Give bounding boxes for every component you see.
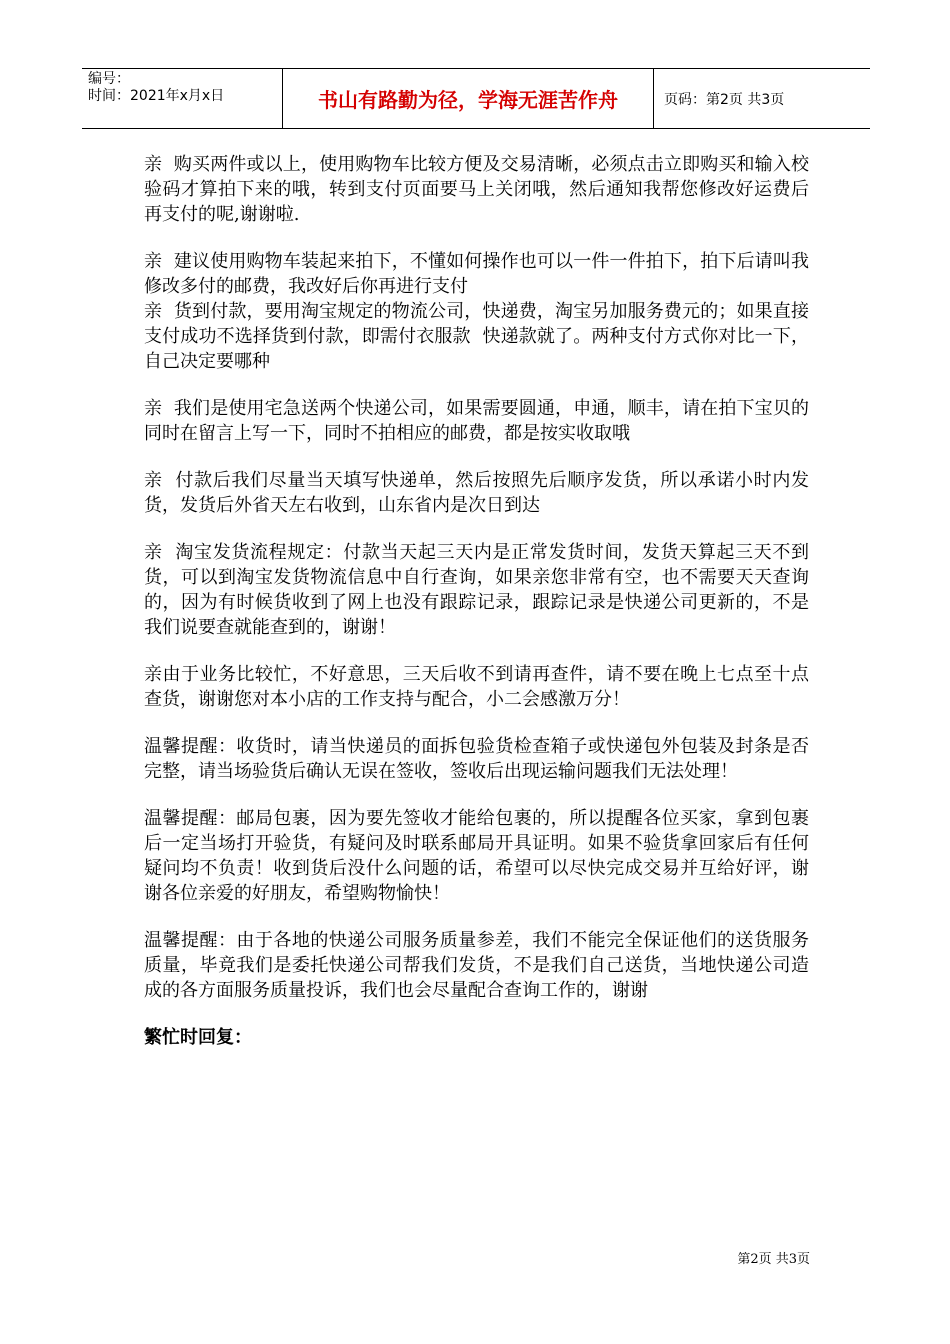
header-meta bbox=[82, 69, 282, 128]
paragraph: 温馨提醒：由于各地的快递公司服务质量参差，我们不能完全保证他们的送货服务质量，毕竟我们是委托快递公司帮我们发货，不是我们自己送货，当地快递公司造成的各方面服务质量投诉，我们也会尽量配合查询工作的，谢谢 bbox=[144, 930, 809, 1001]
paragraph: 亲 货到付款，要用淘宝规定的物流公司，快递费，淘宝另加服务费元的；如果直接支付成功不选择货到付款，即需付衣服款 快递款就了。两种支付方式你对比一下，自己决定要哪种 bbox=[144, 301, 809, 372]
paragraph: 温馨提醒：收货时，请当快递员的面拆包验货检查箱子或快递包外包装及封条是否完整，请当场验货后确认无误在签收，签收后出现运输问题我们无法处理！ bbox=[144, 736, 809, 782]
page-header bbox=[82, 68, 870, 129]
paragraph: 亲 淘宝发货流程规定：付款当天起三天内是正常发货时间，发货天算起三天不到货，可以到淘宝发货物流信息中自行查询，如果亲您非常有空，也不需要天天查询的，因为有时候货收到了网上也没有跟踪记录，跟踪记录是快递公司更新的，不是我们说要查就能查到的，谢谢！ bbox=[144, 542, 809, 638]
paragraph: 亲 购买两件或以上，使用购物车比较方便及交易清晰，必须点击立即购买和输入校验码才算拍下来的哦，转到支付页面要马上关闭哦，然后通知我帮您修改好运费后再支付的呢,谢谢啦. bbox=[144, 154, 809, 225]
document-date-label: 时间：2021年x月x日 bbox=[88, 88, 225, 104]
paragraph: 亲 建议使用购物车装起来拍下，不懂如何操作也可以一件一件拍下，拍下后请叫我修改多付的邮费，我改好后你再进行支付 bbox=[144, 251, 809, 297]
paragraph: 亲 我们是使用宅急送两个快递公司，如果需要圆通，申通，顺丰，请在拍下宝贝的同时在留言上写一下，同时不拍相应的邮费，都是按实收取哦 bbox=[144, 398, 809, 444]
header-page-number: 页码：第2页 共3页 bbox=[664, 91, 785, 108]
document-body bbox=[144, 152, 809, 1050]
paragraph: 亲由于业务比较忙，不好意思，三天后收不到请再查件，请不要在晚上七点至十点查货，谢谢您对本小店的工作支持与配合，小二会感激万分！ bbox=[144, 664, 809, 710]
header-motto: 书山有路勤为径，学海无涯苦作舟 bbox=[282, 69, 654, 128]
section-heading: 繁忙时回复： bbox=[144, 1027, 252, 1048]
paragraph: 亲 付款后我们尽量当天填写快递单，然后按照先后顺序发货，所以承诺小时内发货，发货后外省天左右收到，山东省内是次日到达 bbox=[144, 470, 809, 516]
document-number-label: 编号： bbox=[88, 71, 130, 87]
page-footer: 第2页 共3页 bbox=[737, 1252, 810, 1267]
paragraph: 温馨提醒：邮局包裹，因为要先签收才能给包裹的，所以提醒各位买家，拿到包裹后一定当场打开验货，有疑问及时联系邮局开具证明。如果不验货拿回家后有任何疑问均不负责！收到货后没什么问题的话，希望可以尽快完成交易并互给好评，谢谢各位亲爱的好朋友，希望购物愉快！ bbox=[144, 808, 809, 904]
